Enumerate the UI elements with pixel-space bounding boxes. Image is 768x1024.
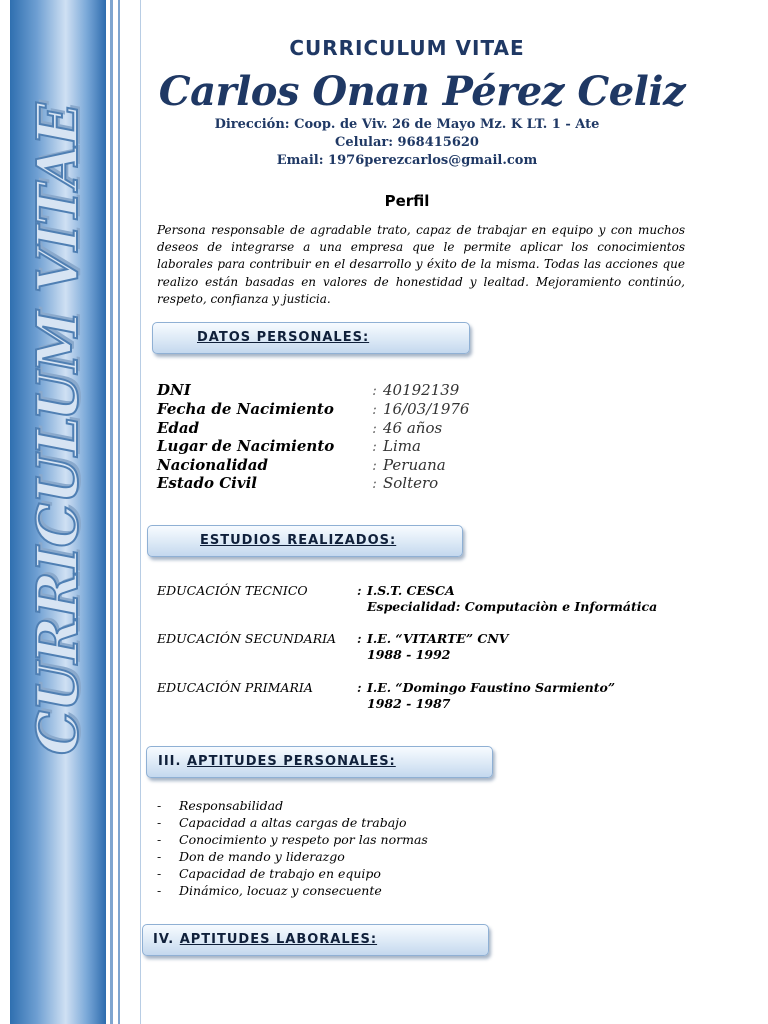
profile-text: Persona responsable de agradable trato, capaz de trabajar en equipo y con muchos deseos de integrarse a una empresa que le permite aplicar los conocimientos laborales para contribuir en el desarrollo y éxito de la misma. Todas las acciones que realizo están basadas en valores de honestidad y lealtad. Mejoramiento continúo, respeto, confianza y justicia. — [157, 223, 685, 306]
education-institution: I.E. “Domingo Faustino Sarmiento” — [367, 680, 616, 695]
education-separator: : — [357, 631, 362, 646]
aptitude-text: Responsabilidad — [179, 798, 284, 813]
personal-data-label: Edad — [157, 419, 200, 437]
personal-data-value: Soltero — [383, 474, 439, 492]
contact-email: Email: 1976perezcarlos@gmail.com — [276, 153, 538, 168]
education-separator: : — [357, 680, 362, 695]
section-heading-personal-data — [152, 322, 470, 354]
personal-data-label: Nacionalidad — [157, 456, 268, 474]
aptitude-text: Conocimiento y respeto por las normas — [179, 832, 428, 847]
personal-data-value: 40192139 — [383, 381, 460, 399]
aptitude-text: Capacidad de trabajo en equipo — [179, 866, 381, 881]
page-margin-line — [140, 0, 141, 1024]
education-detail: 1982 - 1987 — [367, 696, 451, 711]
personal-data-separator: : — [372, 437, 378, 455]
education-detail: Especialidad: Computaciòn e Informática — [367, 599, 658, 614]
list-bullet: - — [157, 798, 162, 813]
section-heading-personal-aptitudes — [146, 746, 493, 778]
education-institution: I.S.T. CESCA — [367, 583, 455, 598]
personal-data-label: Fecha de Nacimiento — [157, 400, 334, 418]
aptitude-text: Dinámico, locuaz y consecuente — [179, 883, 382, 898]
section-heading-label: APTITUDES PERSONALES: — [186, 754, 396, 769]
personal-data-separator: : — [372, 474, 378, 492]
list-bullet: - — [157, 849, 162, 864]
education-separator: : — [357, 583, 362, 598]
contact-address: Dirección: Coop. de Viv. 26 de Mayo Mz. K LT. 1 - Ate — [214, 117, 600, 132]
section-heading-label: APTITUDES LABORALES: — [179, 932, 378, 947]
sidebar-vertical-title: CURRICULUM VITAE — [25, 103, 91, 755]
personal-data-label: Estado Civil — [157, 474, 257, 492]
section-number: III. — [158, 754, 182, 769]
personal-data-separator: : — [372, 381, 378, 399]
section-number: IV. — [153, 932, 175, 947]
personal-data-value: Peruana — [383, 456, 446, 474]
list-bullet: - — [157, 832, 162, 847]
personal-data-separator: : — [372, 419, 378, 437]
sidebar-divider-line — [118, 0, 120, 1024]
aptitude-text: Don de mando y liderazgo — [179, 849, 345, 864]
education-level: EDUCACIÓN SECUNDARIA — [157, 631, 337, 646]
list-bullet: - — [157, 883, 162, 898]
document-heading: CURRICULUM VITAE — [289, 36, 525, 60]
sidebar-divider-line — [110, 0, 113, 1024]
list-bullet: - — [157, 866, 162, 881]
education-row — [157, 680, 697, 714]
section-heading-label: DATOS PERSONALES: — [197, 330, 370, 345]
education-level: EDUCACIÓN TECNICO — [157, 583, 308, 598]
section-heading-education — [147, 525, 463, 557]
personal-data-separator: : — [372, 400, 378, 418]
personal-data-separator: : — [372, 456, 378, 474]
education-institution: I.E. “VITARTE” CNV — [367, 631, 509, 646]
person-name: Carlos Onan Pérez Celiz — [158, 68, 686, 115]
personal-data-label: DNI — [157, 381, 191, 399]
personal-data-value: Lima — [383, 437, 421, 455]
personal-data-value: 46 años — [383, 419, 443, 437]
section-heading-work-aptitudes — [142, 924, 489, 956]
education-detail: 1988 - 1992 — [367, 647, 451, 662]
education-row — [157, 583, 697, 617]
list-bullet: - — [157, 815, 162, 830]
personal-data-value: 16/03/1976 — [383, 400, 470, 418]
aptitude-text: Capacidad a altas cargas de trabajo — [179, 815, 407, 830]
contact-phone: Celular: 968415620 — [335, 135, 479, 150]
education-row — [157, 631, 697, 665]
section-heading-label: ESTUDIOS REALIZADOS: — [200, 533, 397, 548]
profile-title: Perfil — [384, 192, 430, 210]
education-level: EDUCACIÓN PRIMARIA — [157, 680, 313, 695]
personal-data-label: Lugar de Nacimiento — [157, 437, 335, 455]
